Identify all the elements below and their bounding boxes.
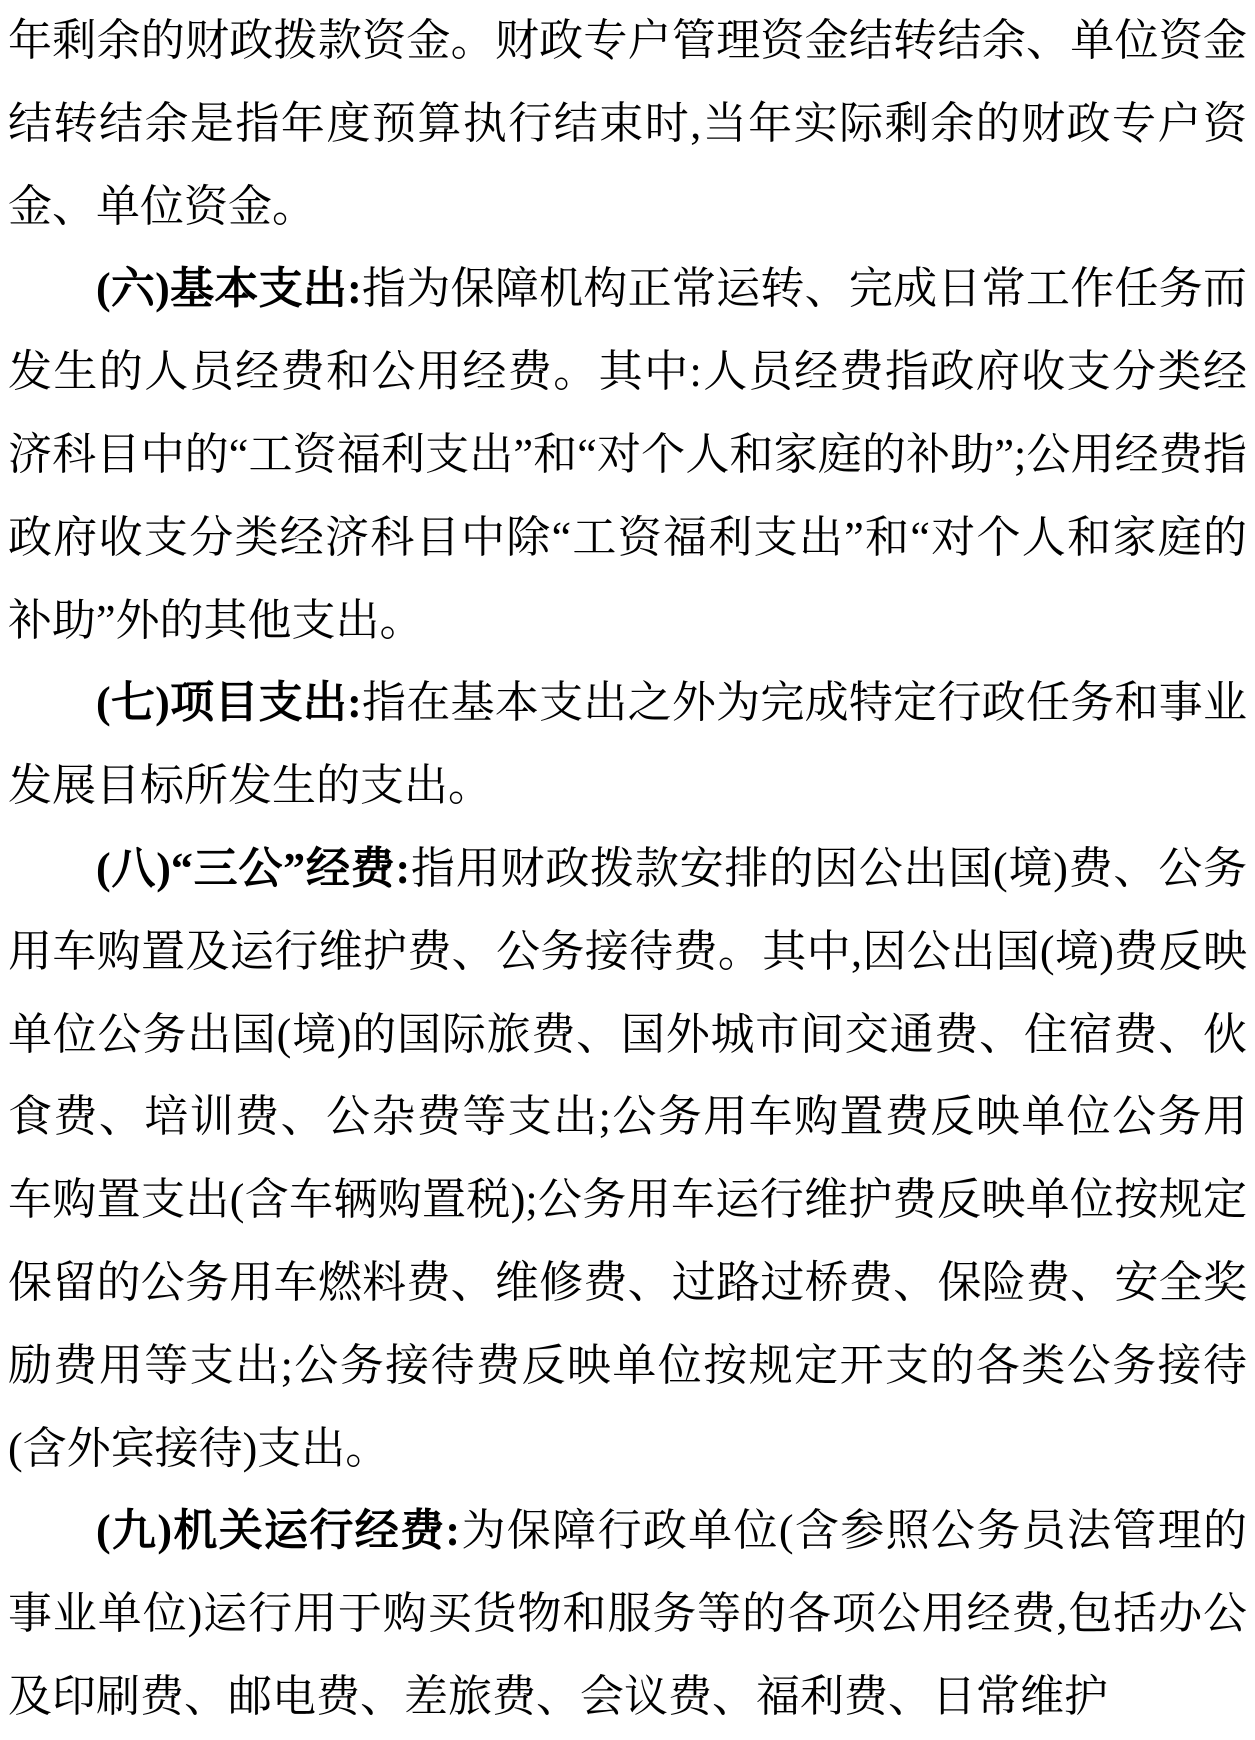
paragraph-body: 为保障行政单位(含参照公务员法管理的事业单位)运行用于购买货物和服务等的各项公用经费,包括办公及印刷费、邮电费、差旅费、会议费、福利费、日常维护 — [8, 1506, 1247, 1721]
paragraph-basic-expenditure — [8, 248, 1247, 662]
paragraph-label: (六)基本支出: — [96, 264, 362, 314]
paragraph-label: (九)机关运行经费: — [96, 1506, 461, 1556]
paragraph-body: 年剩余的财政拨款资金。财政专户管理资金结转结余、单位资金结转结余是指年度预算执行结束时,当年实际剩余的财政专户资金、单位资金。 — [8, 16, 1247, 231]
paragraph-label: (七)项目支出: — [96, 678, 362, 728]
paragraph-body: 指为保障机构正常运转、完成日常工作任务而发生的人员经费和公用经费。其中:人员经费指政府收支分类经济科目中的“工资福利支出”和“对个人和家庭的补助”;公用经费指政府收支分类经济科目中除“工资福利支出”和“对个人和家庭的补助”外的其他支出。 — [8, 264, 1247, 645]
paragraph-carryover-funds — [8, 0, 1247, 248]
paragraph-label: (八)“三公”经费: — [96, 843, 411, 893]
paragraph-three-public-funds — [8, 828, 1247, 1490]
paragraph-project-expenditure — [8, 662, 1247, 828]
paragraph-body: 指用财政拨款安排的因公出国(境)费、公务用车购置及运行维护费、公务接待费。其中,因公出国(境)费反映单位公务出国(境)的国际旅费、国外城市间交通费、住宿费、伙食费、培训费、公杂费等支出;公务用车购置费反映单位公务用车购置支出(含车辆购置税);公务用车运行维护费反映单位按规定保留的公务用车燃料费、维修费、过路过桥费、保险费、安全奖励费用等支出;公务接待费反映单位按规定开支的各类公务接待(含外宾接待)支出。 — [8, 843, 1247, 1473]
paragraph-agency-operating-funds — [8, 1490, 1247, 1738]
paragraph-body: 指在基本支出之外为完成特定行政任务和事业发展目标所发生的支出。 — [8, 678, 1247, 811]
